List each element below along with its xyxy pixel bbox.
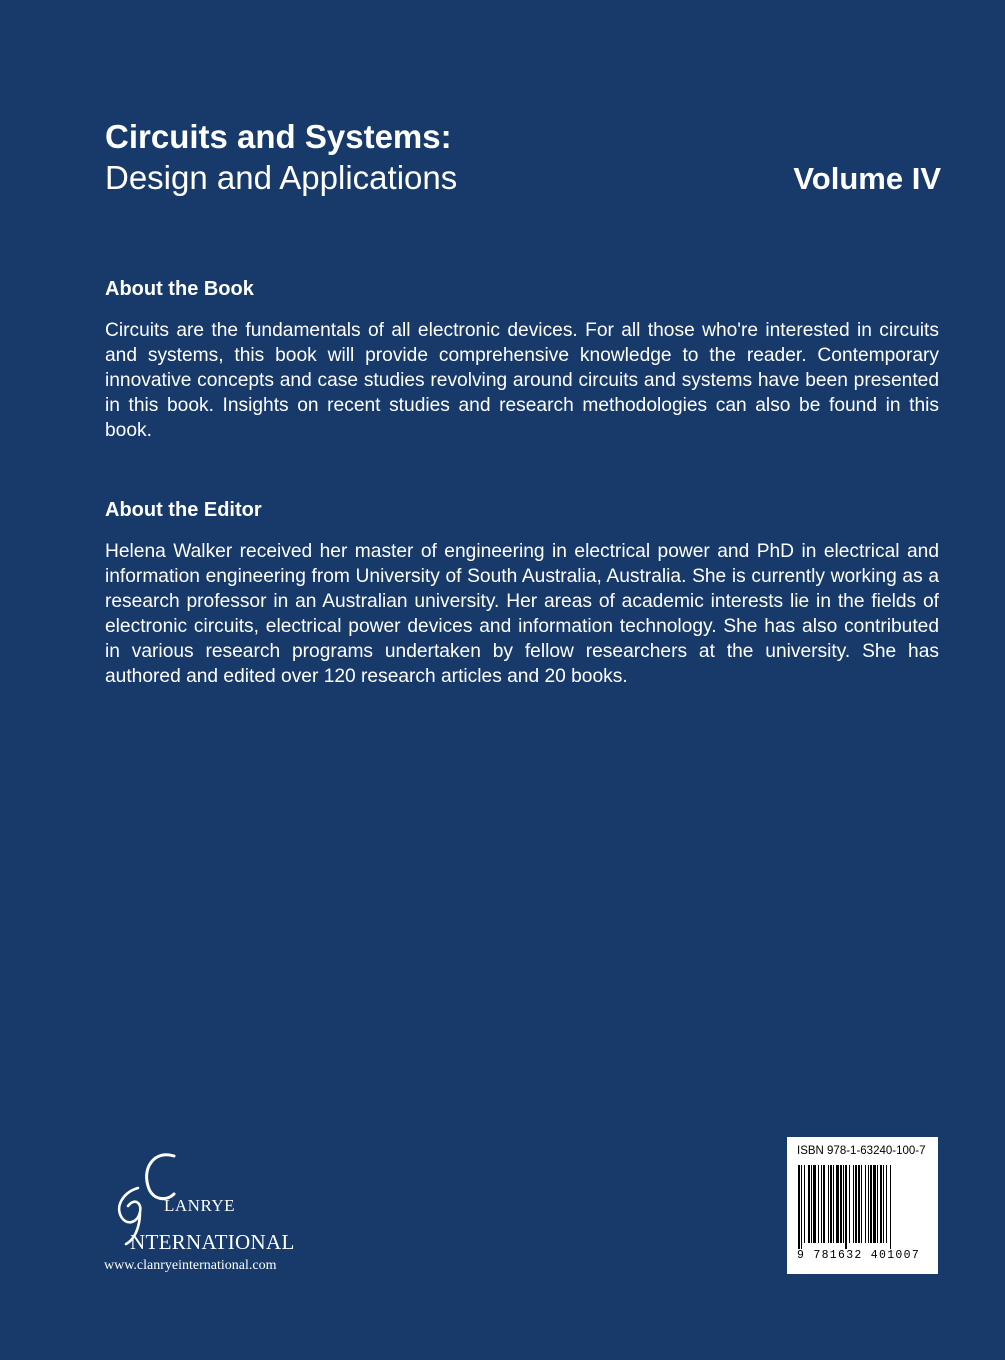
about-editor-heading: About the Editor bbox=[105, 499, 262, 521]
about-editor-text: Helena Walker received her master of engineering in electrical power and PhD in electrical and information engineering from University of South Australia, Australia. She is currently working as a research professor in an Australian university. Her areas of academic interests lie in the fields of electronic circuits, electrical power devices and information technology. She has also contributed in various research programs undertaken by fellow researchers at the university. She has authored and edited over 120 research articles and 20 books. bbox=[105, 541, 939, 687]
isbn-label: ISBN 978-1-63240-100-7 bbox=[797, 1145, 926, 1157]
title-main: Circuits and Systems: bbox=[105, 118, 452, 155]
about-book-heading: About the Book bbox=[105, 278, 254, 300]
about-book-text: Circuits are the fundamentals of all electronic devices. For all those who're interested in circuits and systems, this book will provide comprehensive knowledge to the reader. Contemporary innovative concepts and case studies revolving around circuits and systems have been presented in this book. Insights on recent studies and research methodologies can also be found in this book. bbox=[105, 320, 939, 441]
logo-wordmark-top: LANRYE bbox=[164, 1196, 235, 1215]
publisher-url: www.clanryeinternational.com bbox=[104, 1258, 277, 1273]
title-subtitle: Design and Applications bbox=[105, 159, 458, 196]
barcode-digits: 9 781632 401007 bbox=[797, 1249, 921, 1262]
isbn-barcode bbox=[787, 1137, 938, 1274]
logo-wordmark-bottom: NTERNATIONAL bbox=[130, 1230, 295, 1254]
barcode-icon bbox=[797, 1165, 929, 1249]
publisher-logo bbox=[104, 1148, 314, 1278]
volume-label: Volume IV bbox=[793, 161, 941, 196]
